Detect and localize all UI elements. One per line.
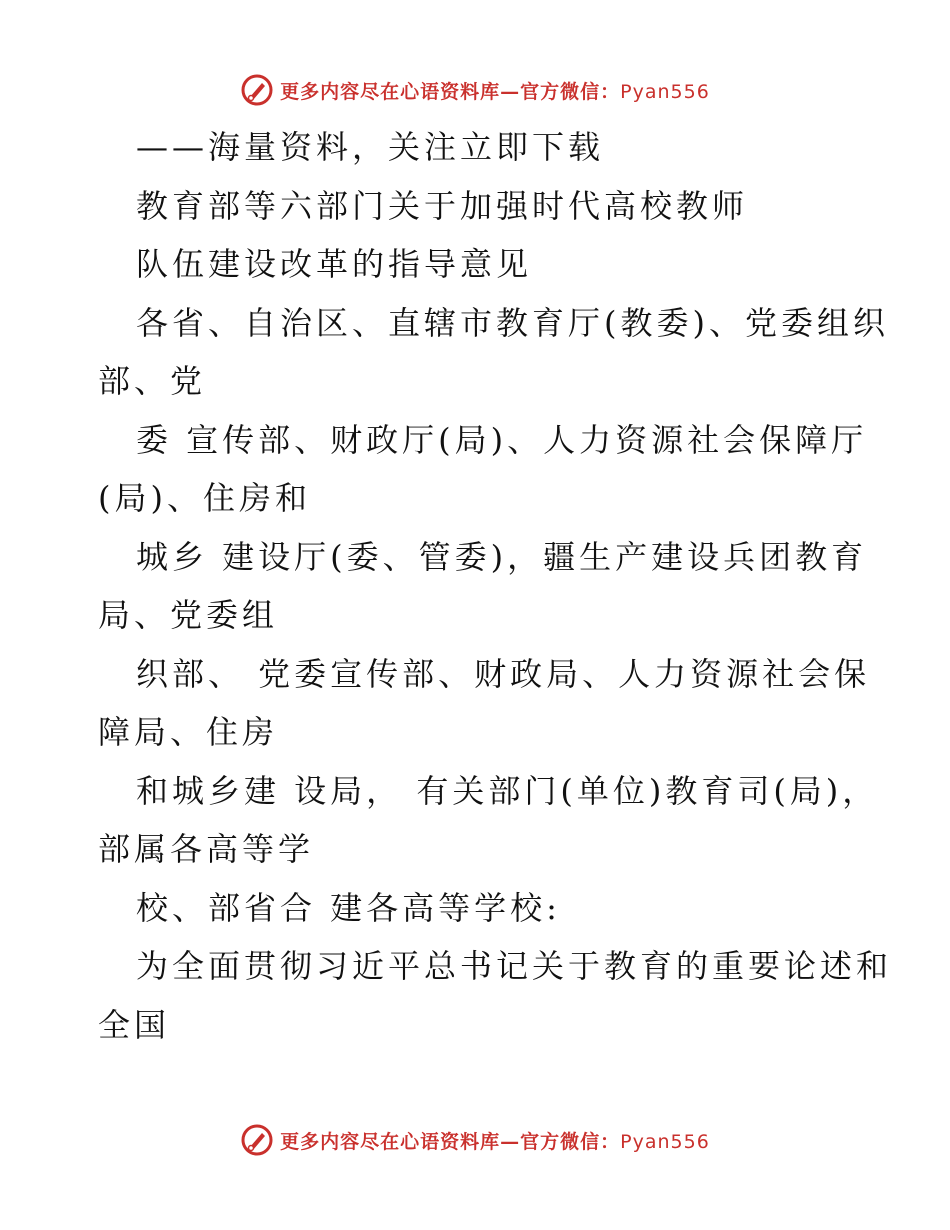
text-line: 和城乡建 设局， 有关部门(单位)教育司(局)， xyxy=(136,771,879,810)
circle-pen-logo-icon xyxy=(240,1123,274,1157)
circle-pen-logo-icon xyxy=(240,73,274,107)
text-line: 校、部省合 建各高等学校: xyxy=(136,888,561,927)
text-line: 各省、自治区、直辖市教育厅(教委)、党委组织 xyxy=(136,303,889,342)
text-line: 部、党 xyxy=(98,362,207,400)
text-line: 织部、 党委宣传部、财政局、人力资源社会保 xyxy=(136,654,871,693)
watermark-account: Pyan556 xyxy=(620,1130,710,1153)
watermark-account: Pyan556 xyxy=(620,80,710,103)
text-line: 教育部等六部门关于加强时代高校教师 xyxy=(136,186,749,225)
text-line: 为全面贯彻习近平总书记关于教育的重要论述和 xyxy=(136,947,893,985)
watermark-text: 更多内容尽在心语资料库—官方微信：Pyan556 xyxy=(280,80,710,103)
text-line: 局、党委组 xyxy=(98,596,279,634)
text-line: ——海量资料，关注立即下载 xyxy=(136,128,605,166)
document-body xyxy=(98,118,893,1054)
text-line: 部属各高等学 xyxy=(98,830,315,868)
footer-watermark xyxy=(0,1120,950,1160)
text-line: 委 宣传部、财政厅(局)、人力资源社会保障厅 xyxy=(136,420,868,459)
header-watermark xyxy=(0,70,950,110)
text-line: 全国 xyxy=(98,1005,171,1044)
text-line: 障局、住房 xyxy=(98,713,279,751)
text-line: (局)、住房和 xyxy=(98,479,311,517)
watermark-text: 更多内容尽在心语资料库—官方微信：Pyan556 xyxy=(280,1130,710,1153)
text-line: 城乡 建设厅(委、管委)，疆生产建设兵团教育 xyxy=(136,537,868,576)
text-line: 队伍建设改革的指导意见 xyxy=(136,245,533,283)
